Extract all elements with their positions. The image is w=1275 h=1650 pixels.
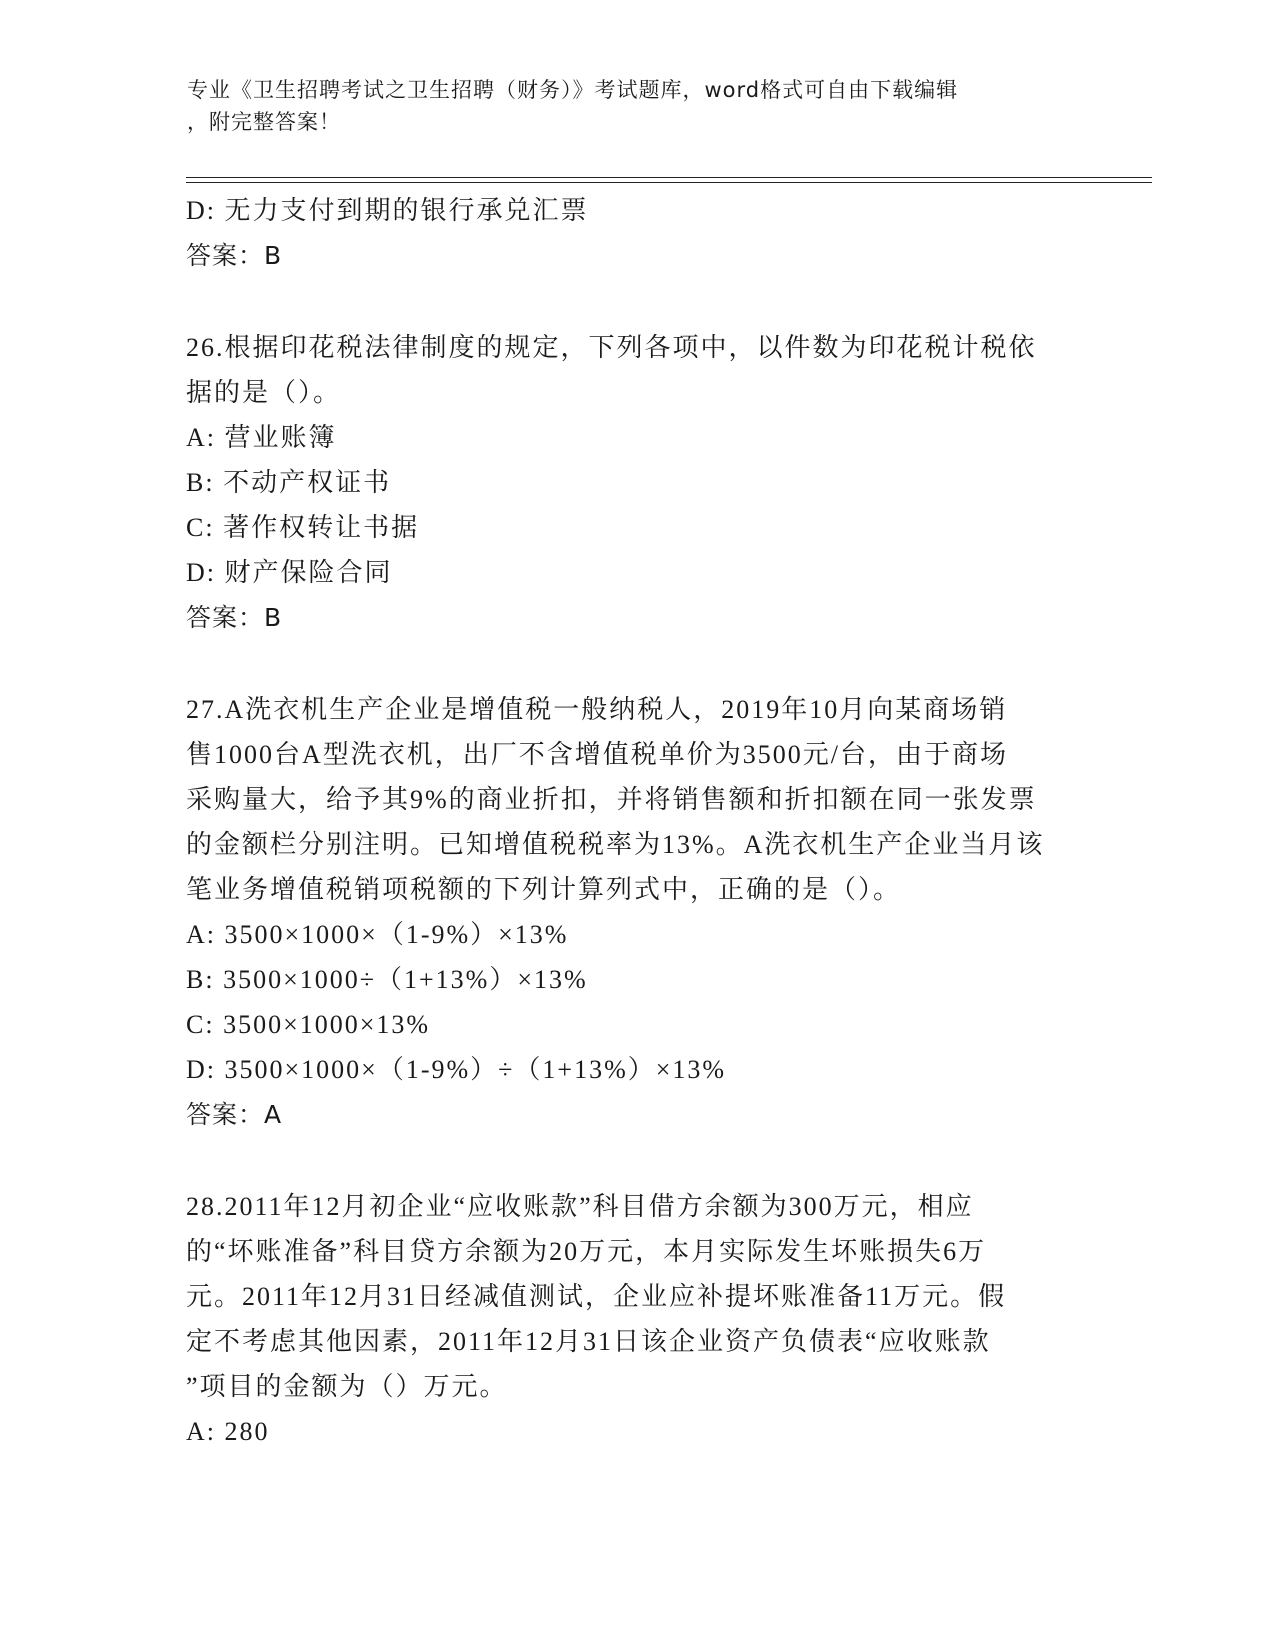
spacer: [186, 640, 1086, 687]
answer-line: 答案：B: [186, 241, 283, 270]
option-d: D: 3500×1000×（1-9%）÷（1+13%）×13%: [186, 1055, 727, 1084]
page-header: [187, 74, 1067, 138]
question-stem-line: 采购量大，给予其9%的商业折扣，并将销售额和折扣额在同一张发票: [186, 785, 1037, 814]
question-26: [186, 325, 1086, 640]
option-c: C: 3500×1000×13%: [186, 1010, 431, 1039]
answer-line: 答案：A: [186, 1100, 283, 1129]
header-divider-top: [186, 177, 1152, 178]
question-stem-line: 的金额栏分别注明。已知增值税税率为13%。A洗衣机生产企业当月该: [186, 830, 1045, 859]
question-stem-line: 据的是（）。: [186, 378, 342, 407]
option-a: A: 280: [186, 1417, 270, 1446]
question-stem-line: 元。2011年12月31日经减值测试，企业应补提坏账准备11万元。假: [186, 1282, 1007, 1311]
header-line-2: ，附完整答案！: [187, 110, 341, 134]
option-d: D: 财产保险合同: [186, 558, 393, 587]
option-b: B: 3500×1000÷（1+13%）×13%: [186, 965, 588, 994]
option-a: A: 营业账簿: [186, 423, 337, 452]
question-stem-line: 27.A洗衣机生产企业是增值税一般纳税人，2019年10月向某商场销: [186, 695, 1008, 724]
question-stem-line: 售1000台A型洗衣机，出厂不含增值税单价为3500元/台，由于商场: [186, 740, 1009, 769]
option-c: C: 著作权转让书据: [186, 513, 420, 542]
document-content: [186, 188, 1086, 1454]
question-stem-line: 定不考虑其他因素，2011年12月31日该企业资产负债表“应收账款: [186, 1327, 991, 1356]
question-stem-line: 26.根据印花税法律制度的规定，下列各项中，以件数为印花税计税依: [186, 333, 1037, 362]
question-27: [186, 687, 1086, 1137]
header-line-1: 专业《卫生招聘考试之卫生招聘（财务）》考试题库，word格式可自由下载编辑: [187, 78, 959, 102]
question-28: [186, 1184, 1086, 1454]
question-25-tail: [186, 188, 1086, 278]
spacer: [186, 1137, 1086, 1184]
question-stem-line: 笔业务增值税销项税额的下列计算列式中，正确的是（）。: [186, 875, 902, 904]
spacer: [186, 278, 1086, 325]
question-stem-line: 的“坏账准备”科目贷方余额为20万元，本月实际发生坏账损失6万: [186, 1237, 987, 1266]
option-d: D: 无力支付到期的银行承兑汇票: [186, 196, 589, 225]
question-stem-line: 28.2011年12月初企业“应收账款”科目借方余额为300万元，相应: [186, 1192, 974, 1221]
header-divider-bottom: [186, 182, 1152, 183]
option-b: B: 不动产权证书: [186, 468, 392, 497]
question-stem-line: ”项目的金额为（）万元。: [186, 1372, 508, 1401]
answer-line: 答案：B: [186, 603, 283, 632]
option-a: A: 3500×1000×（1-9%）×13%: [186, 920, 569, 949]
